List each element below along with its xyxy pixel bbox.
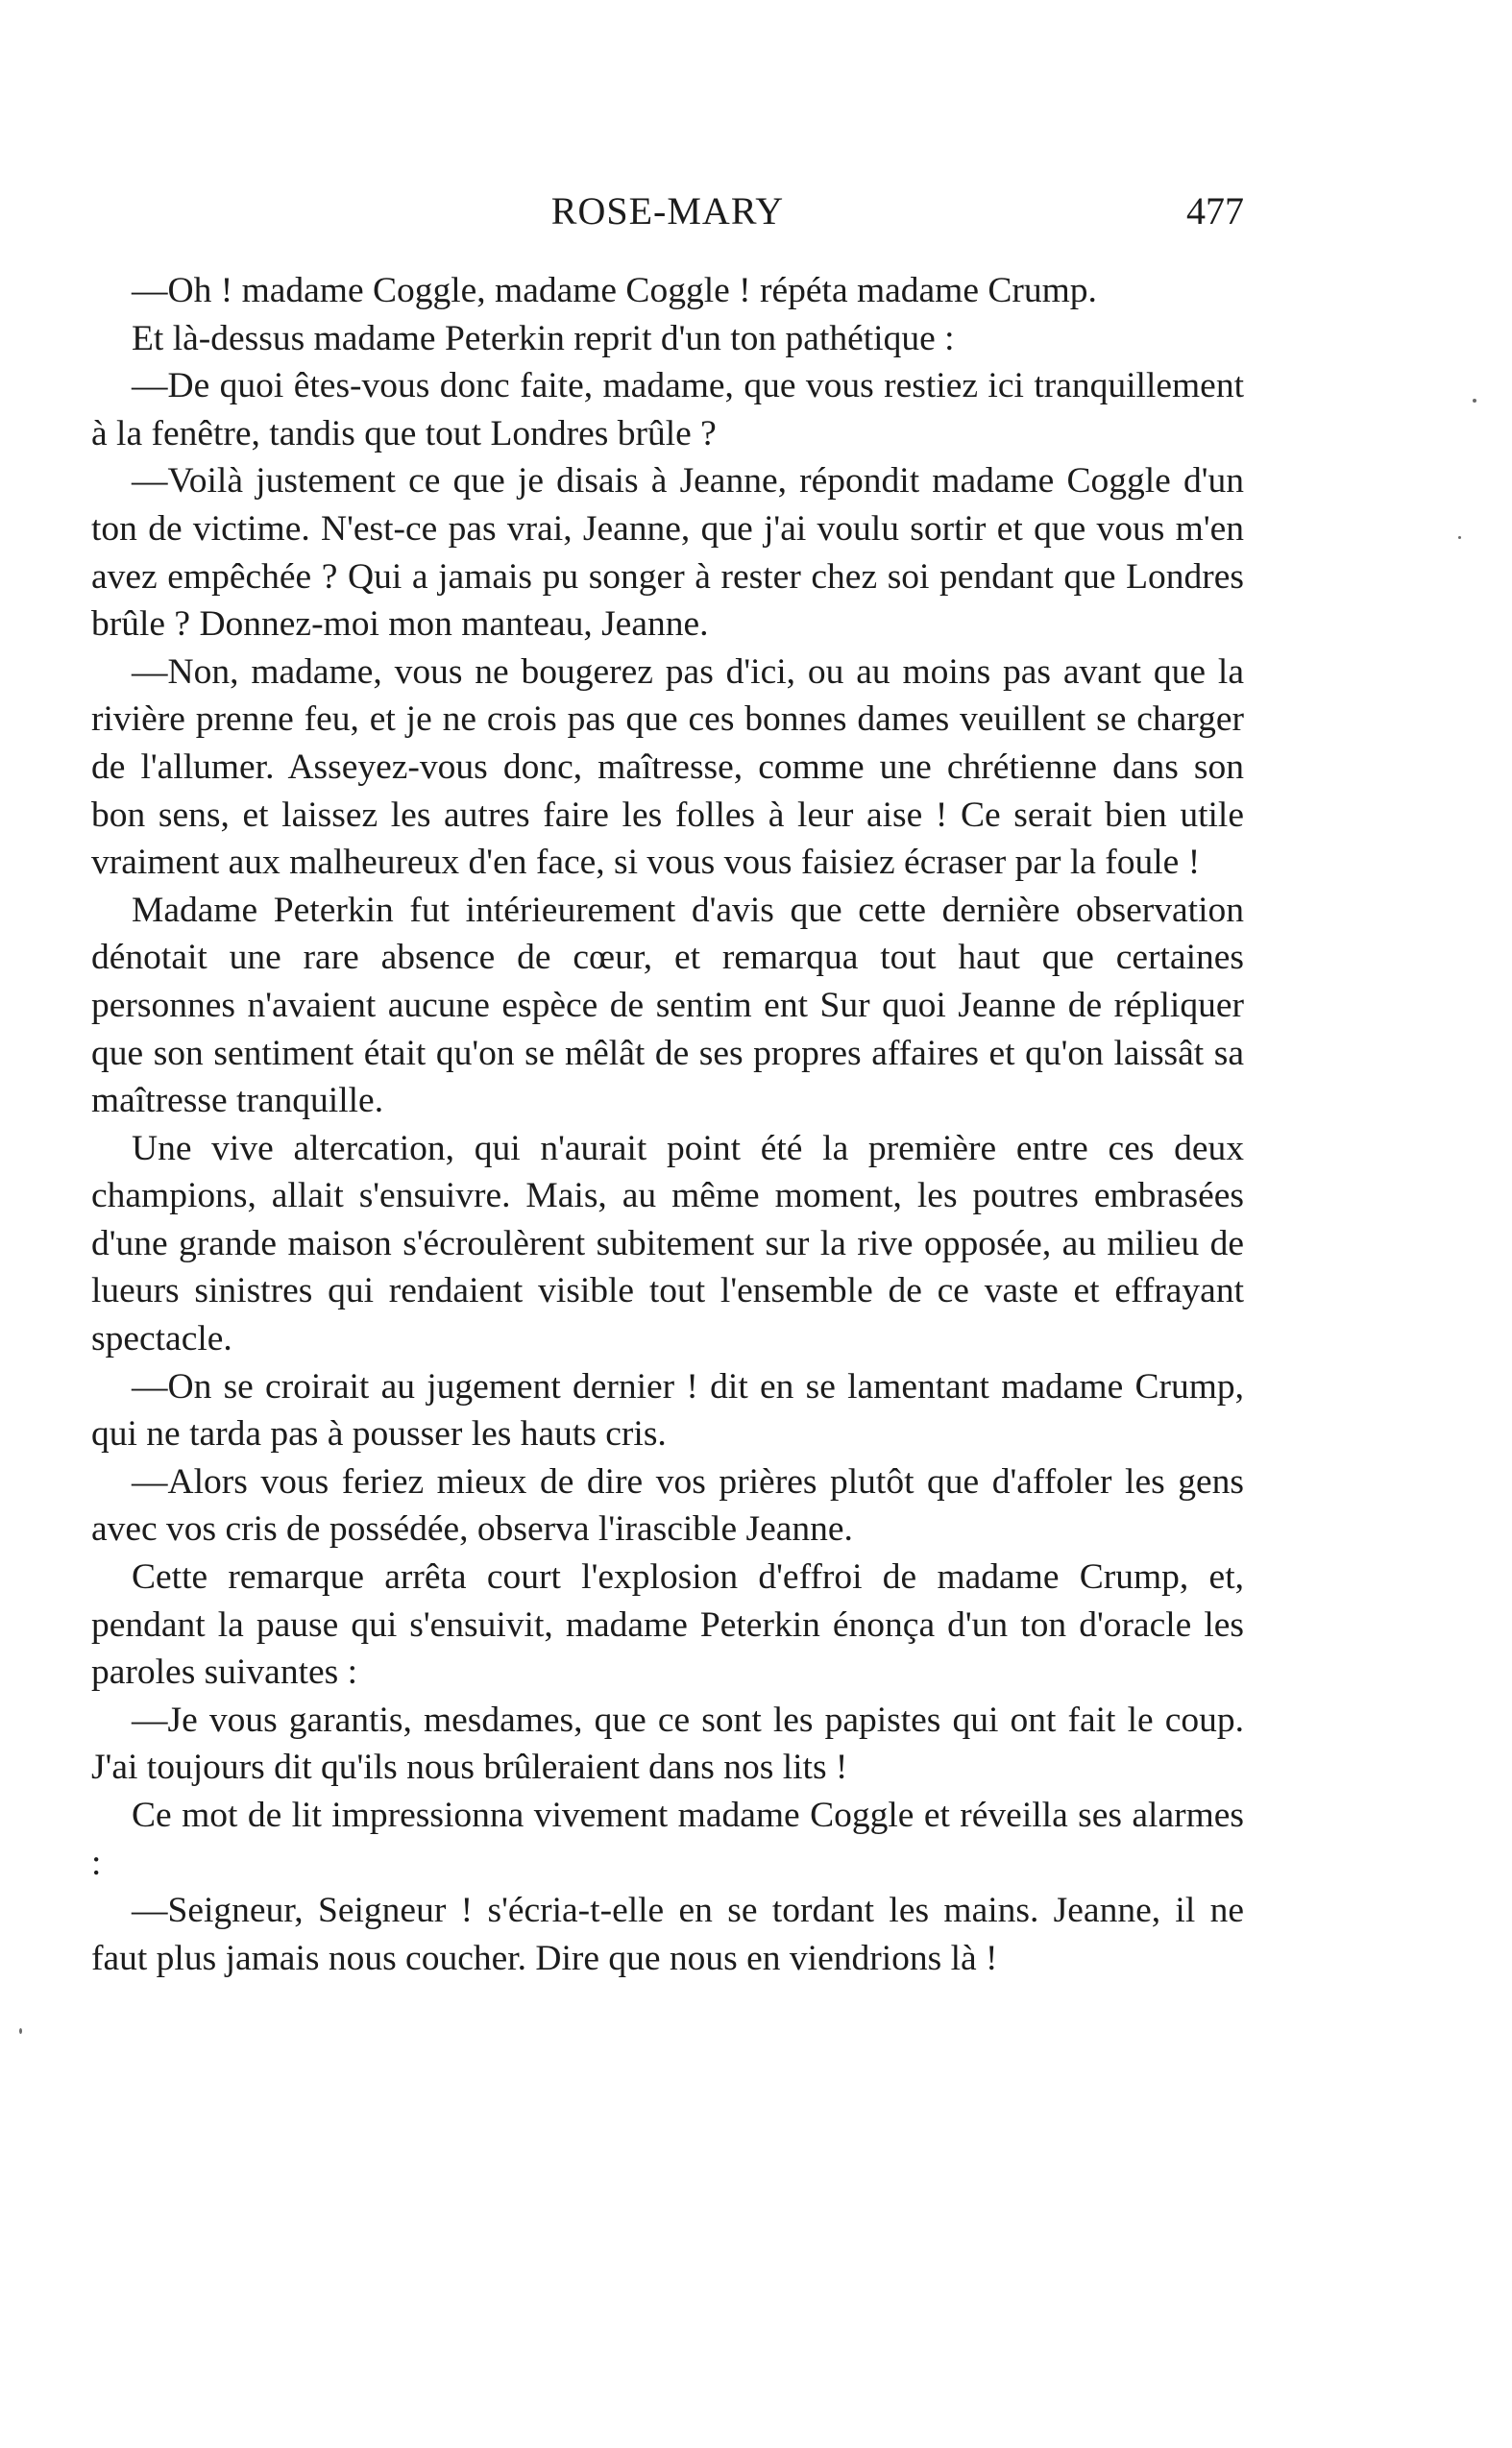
paragraph: —Seigneur, Seigneur ! s'écria-t-elle en se tordant les mains. Jeanne, il ne faut plus jamais nous coucher. Dire que nous en viendrions là ! [91,1891,1244,1978]
paragraph: —De quoi êtes-vous donc faite, madame, que vous restiez ici tranquillement à la fenêtre, tandis que tout Londres brûle ? [91,366,1244,453]
running-title: ROSE-MARY [550,189,785,233]
running-header [91,188,1244,238]
page-body [91,267,1244,1982]
paragraph: —Non, madame, vous ne bougerez pas d'ici, ou au moins pas avant que la rivière prenne feu, et je ne crois pas que ces bonnes dames veuillent se charger de l'allumer. Asseyez-vous donc, maîtresse, comme une chrétienne dans son bon sens, et laissez les autres faire les folles à leur aise ! Ce serait bien utile vraiment aux malheureux d'en face, si vous vous faisiez écraser par la foule ! [91,651,1244,883]
paragraph: —Alors vous feriez mieux de dire vos prières plutôt que d'affoler les gens avec vos cris de possédée, observa l'irascible Jeanne. [91,1461,1244,1550]
scan-speck [1473,399,1476,403]
paragraph: Ce mot de lit impressionna vivement madame Coggle et réveilla ses alarmes : [91,1796,1244,1883]
paragraph: —Voilà justement ce que je disais à Jeanne, répondit madame Coggle d'un ton de victime. N'est-ce pas vrai, Jeanne, que j'ai voulu sortir et que vous m'en avez empêchée ? Qui a jamais pu songer à rester chez soi pendant que Londres brûle ? Donnez-moi mon manteau, Jeanne. [91,461,1244,645]
page-number: 477 [1186,189,1244,233]
paragraph: —On se croirait au jugement dernier ! dit en se lamentant madame Crump, qui ne tarda pas à pousser les hauts cris. [91,1366,1244,1455]
paragraph: Cette remarque arrêta court l'explosion d'effroi de madame Crump, et, pendant la pause qui s'ensuivit, madame Peterkin énonça d'un ton d'oracle les paroles suivantes : [91,1557,1244,1693]
paragraph: Et là-dessus madame Peterkin reprit d'un ton pathétique : [132,318,955,358]
paragraph: —Oh ! madame Coggle, madame Coggle ! répéta madame Crump. [132,271,1097,310]
paragraph: —Je vous garantis, mesdames, que ce sont les papistes qui ont fait le coup. J'ai toujours dit qu'ils nous brûleraient dans nos lits ! [91,1700,1244,1788]
paragraph: Madame Peterkin fut intérieurement d'avis que cette dernière observation dénotait une rare absence de cœur, et remarqua tout haut que certaines personnes n'avaient aucune espèce de sentim ent Sur quoi Jeanne de répliquer que son sentiment était qu'on se mêlât de ses propres affaires et qu'on laissât sa maîtresse tranquille. [91,890,1244,1121]
scan-speck [1458,536,1461,539]
paragraph: Une vive altercation, qui n'aurait point été la première entre ces deux champions, allait s'ensuivre. Mais, au même moment, les poutres embrasées d'une grande maison s'écroulèrent subitement sur la rive opposée, au milieu de lueurs sinistres qui rendaient visible tout l'ensemble de ce vaste et effrayant spectacle. [91,1128,1244,1359]
scan-speck [19,2028,22,2034]
